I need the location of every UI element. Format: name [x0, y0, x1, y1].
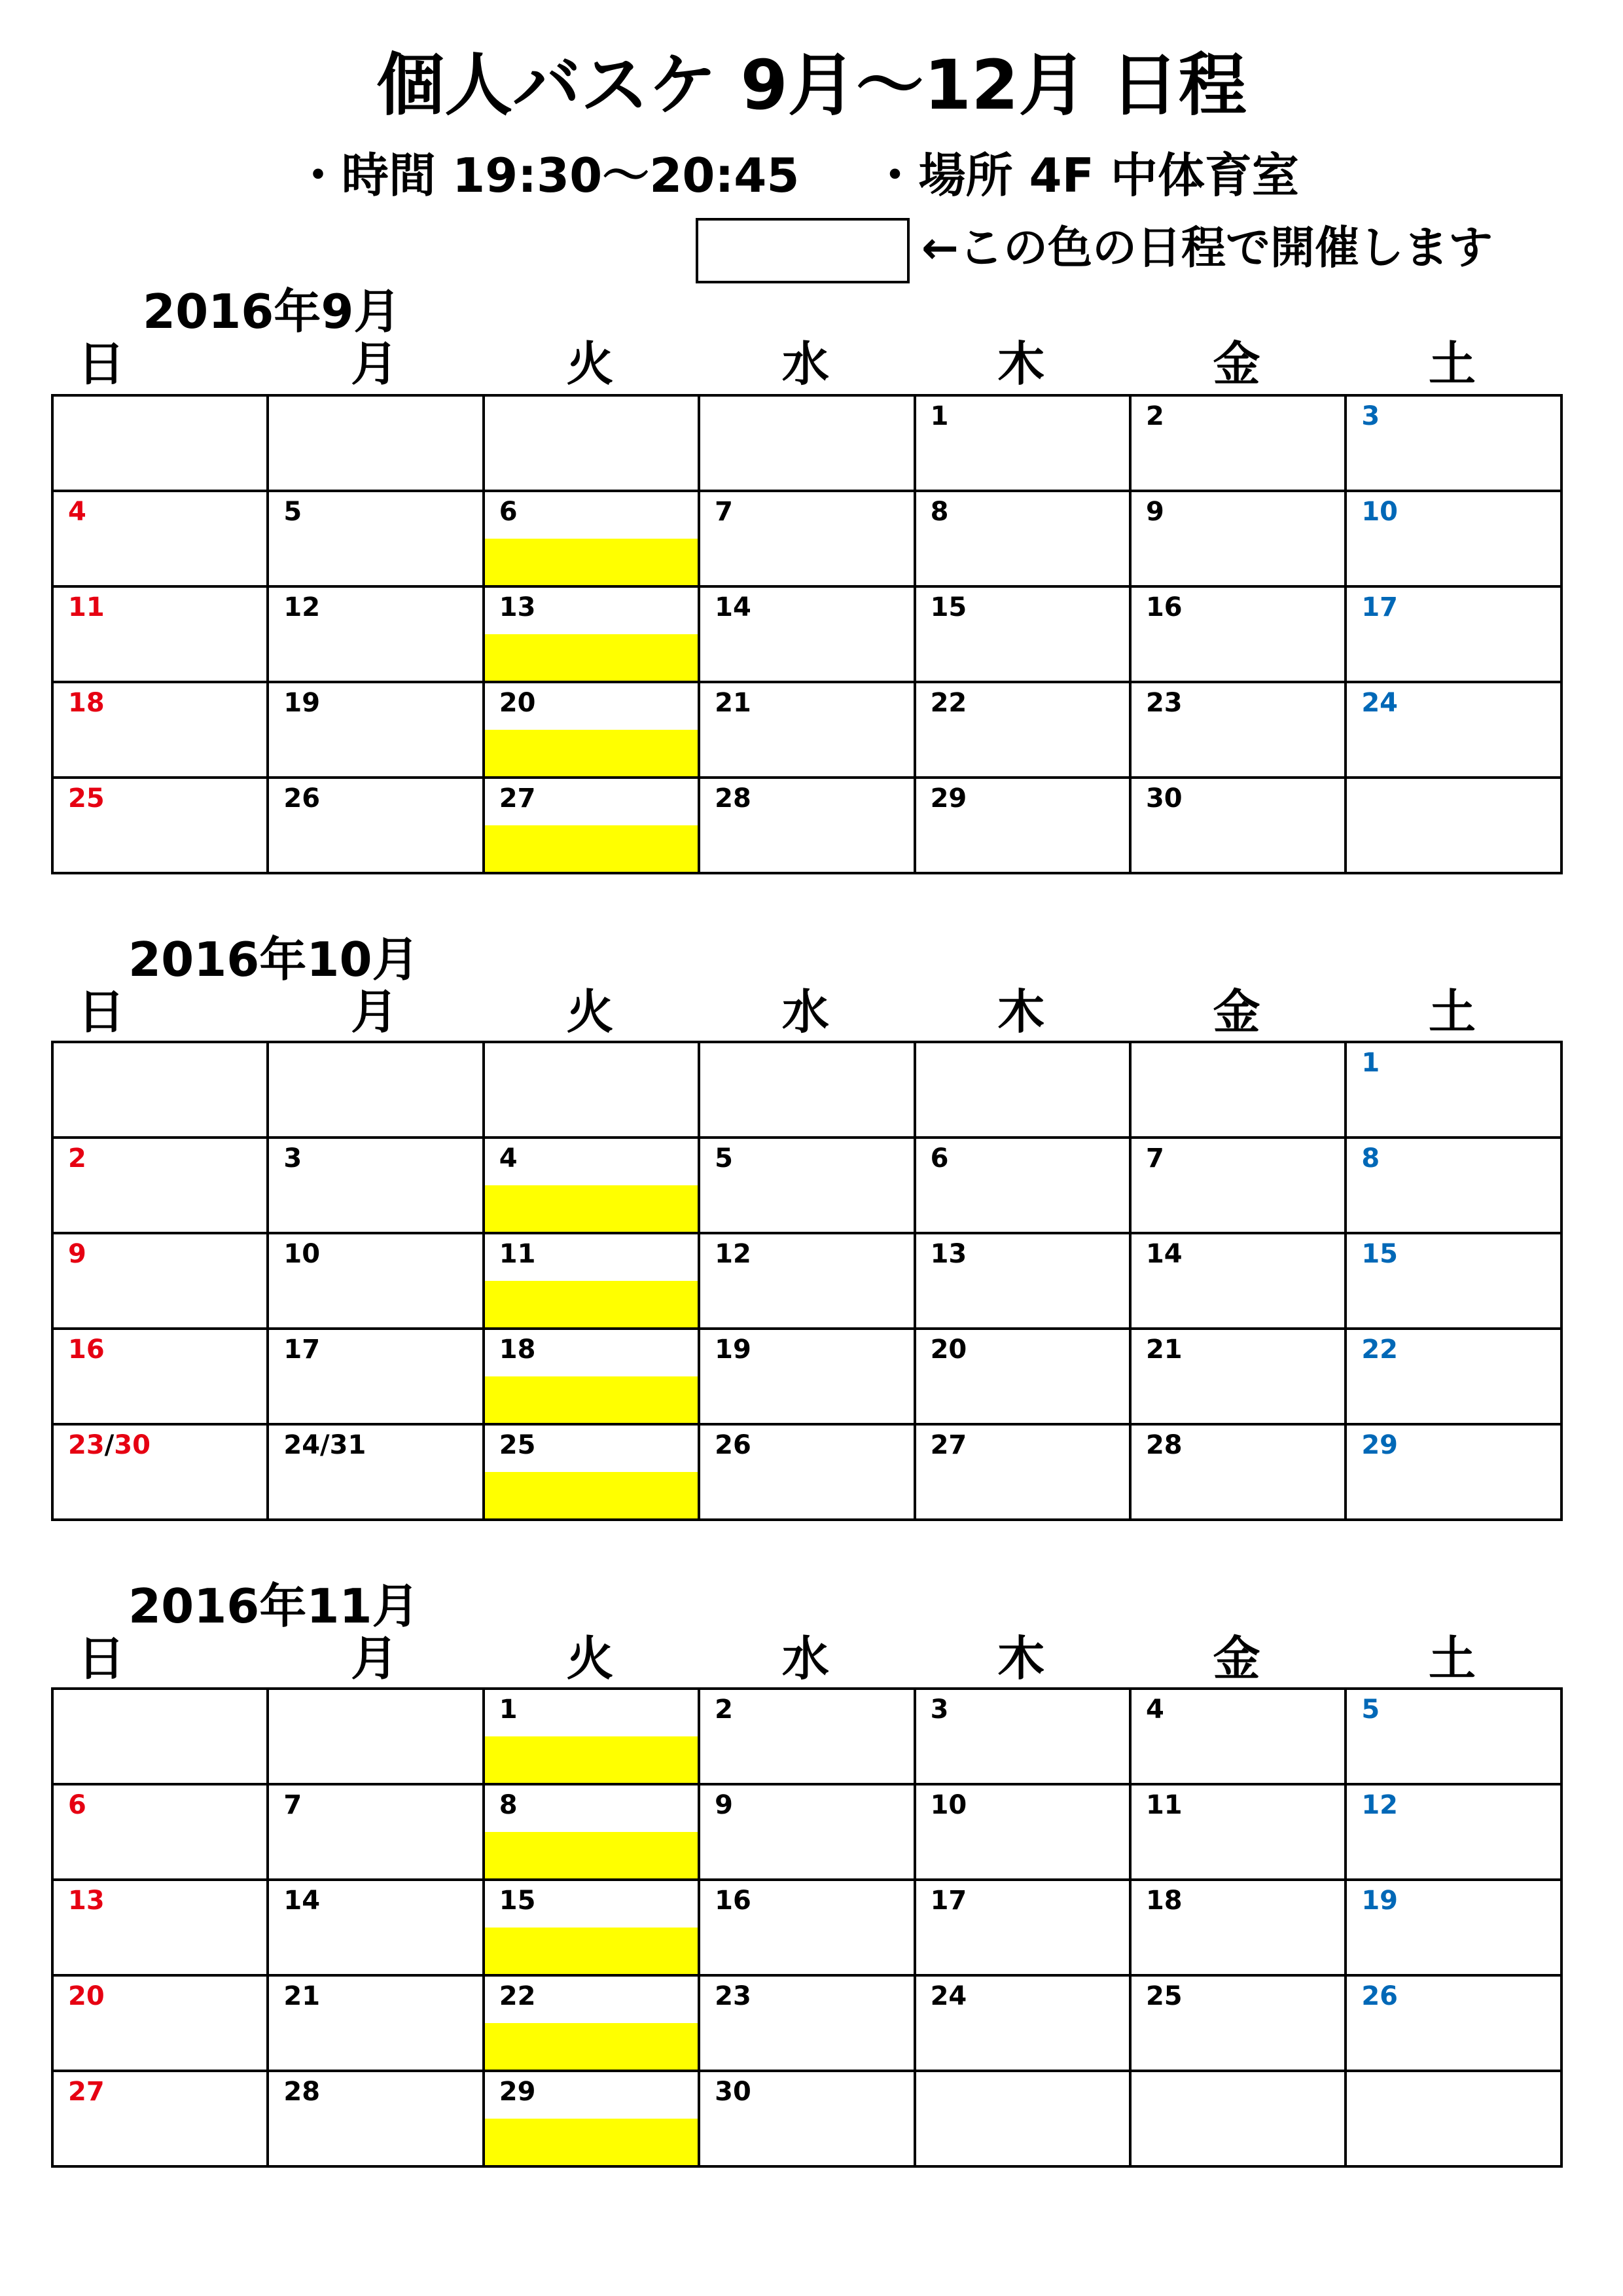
- day-number: 24/31: [283, 1430, 366, 1460]
- weekday-label: 火: [566, 336, 614, 391]
- day-number: 15: [930, 592, 967, 622]
- month-title: 2016年10月: [128, 932, 419, 987]
- weekday-label: 火: [566, 984, 614, 1039]
- day-cell: [484, 1042, 699, 1138]
- day-number: 26: [283, 783, 321, 814]
- day-cell: [484, 395, 699, 491]
- weekday-label: 日: [77, 984, 125, 1039]
- day-cell: [52, 1784, 268, 1880]
- day-number: 11: [499, 1239, 536, 1269]
- day-cell: [1130, 1424, 1346, 1520]
- calendar-grid: [51, 1041, 1563, 1521]
- page-title: 個人バスケ 9月～12月 日程: [376, 45, 1247, 125]
- weekday-header: [51, 336, 1560, 393]
- day-cell: [52, 778, 268, 873]
- day-number: 3: [930, 1695, 949, 1725]
- day-cell: [1130, 395, 1346, 491]
- day-number: 7: [283, 1790, 302, 1820]
- day-number: 14: [1145, 1239, 1183, 1269]
- weekday-label: 水: [781, 336, 829, 391]
- event-highlight: [485, 730, 698, 776]
- day-cell: [699, 491, 914, 586]
- place-info: ・場所 4F 中体育室: [871, 148, 1299, 203]
- day-number: 29: [499, 2077, 536, 2107]
- day-cell: [52, 1042, 268, 1138]
- month-title: 2016年11月: [128, 1579, 419, 1634]
- day-number: 28: [715, 783, 751, 814]
- day-number: 8: [930, 497, 949, 527]
- day-cell: [52, 1329, 268, 1424]
- day-number: 10: [283, 1239, 321, 1269]
- event-info: [294, 148, 1299, 203]
- day-number: 22: [499, 1981, 536, 2011]
- day-cell: [699, 778, 914, 873]
- day-cell: [1130, 1880, 1346, 1975]
- day-cell: [699, 1784, 914, 1880]
- day-cell: [268, 1689, 483, 1784]
- weekday-header: [51, 984, 1560, 1041]
- day-cell: [699, 586, 914, 682]
- day-cell: [699, 1880, 914, 1975]
- day-number: 23/30: [68, 1430, 151, 1460]
- day-number: 2: [68, 1143, 86, 1174]
- day-number: 25: [499, 1430, 536, 1460]
- day-number: 2: [1145, 401, 1164, 431]
- day-number: 9: [68, 1239, 86, 1269]
- time-info: ・時間 19:30～20:45: [294, 148, 800, 203]
- day-cell: [52, 1138, 268, 1233]
- day-cell: [915, 1975, 1130, 2071]
- day-number: 16: [715, 1886, 751, 1916]
- day-cell: [1130, 1042, 1346, 1138]
- day-cell: [268, 1784, 483, 1880]
- day-number: 26: [715, 1430, 751, 1460]
- day-cell: [52, 1233, 268, 1329]
- day-number: 2: [715, 1695, 734, 1725]
- day-number: 5: [715, 1143, 734, 1174]
- weekday-label: 月: [351, 336, 399, 391]
- day-cell: [1346, 1784, 1561, 1880]
- day-cell: [1130, 586, 1346, 682]
- day-number: 12: [1361, 1790, 1399, 1820]
- week-row: [52, 1689, 1561, 1784]
- day-cell: [699, 1689, 914, 1784]
- day-cell: [699, 1975, 914, 2071]
- event-highlight: [485, 1472, 698, 1518]
- day-number: 13: [68, 1886, 105, 1916]
- day-cell: [915, 1042, 1130, 1138]
- day-cell: [915, 395, 1130, 491]
- day-cell: [484, 1138, 699, 1233]
- day-cell: [699, 1042, 914, 1138]
- day-cell: [699, 1424, 914, 1520]
- day-number: 21: [283, 1981, 321, 2011]
- day-number: 30: [715, 2077, 751, 2107]
- day-cell: [915, 1138, 1130, 1233]
- day-number: 17: [283, 1335, 321, 1365]
- event-highlight: [485, 1376, 698, 1423]
- day-number: 29: [930, 783, 967, 814]
- day-number: 4: [499, 1143, 518, 1174]
- day-number: 24: [1361, 688, 1399, 718]
- day-cell: [52, 1424, 268, 1520]
- day-cell: [1130, 2071, 1346, 2166]
- day-cell: [52, 1689, 268, 1784]
- day-number: 23: [715, 1981, 751, 2011]
- day-cell: [1346, 682, 1561, 778]
- event-highlight: [485, 1185, 698, 1232]
- day-cell: [915, 1880, 1130, 1975]
- day-number: 6: [68, 1790, 86, 1820]
- day-number: 3: [1361, 401, 1380, 431]
- day-number: 17: [930, 1886, 967, 1916]
- event-highlight: [485, 1928, 698, 1974]
- weekday-label: 木: [997, 1631, 1045, 1686]
- day-number: 14: [283, 1886, 321, 1916]
- day-cell: [268, 778, 483, 873]
- day-cell: [699, 682, 914, 778]
- day-cell: [1130, 1784, 1346, 1880]
- day-number: 7: [715, 497, 734, 527]
- day-number: 3: [283, 1143, 302, 1174]
- day-cell: [915, 491, 1130, 586]
- day-cell: [268, 1880, 483, 1975]
- weekday-label: 水: [781, 984, 829, 1039]
- day-number: 5: [283, 497, 302, 527]
- weekday-label: 木: [997, 984, 1045, 1039]
- day-number: 13: [930, 1239, 967, 1269]
- day-cell: [52, 491, 268, 586]
- day-number: 28: [1145, 1430, 1183, 1460]
- day-number: 27: [930, 1430, 967, 1460]
- day-number: 26: [1361, 1981, 1399, 2011]
- day-number: 22: [930, 688, 967, 718]
- day-cell: [52, 1975, 268, 2071]
- day-cell: [915, 1233, 1130, 1329]
- day-number: 13: [499, 592, 536, 622]
- event-highlight: [485, 1281, 698, 1327]
- day-number: 27: [68, 2077, 105, 2107]
- day-number: 29: [1361, 1430, 1399, 1460]
- week-row: [52, 1138, 1561, 1233]
- day-number: 22: [1361, 1335, 1399, 1365]
- day-number: 12: [715, 1239, 751, 1269]
- day-cell: [484, 682, 699, 778]
- day-cell: [1346, 395, 1561, 491]
- week-row: [52, 1233, 1561, 1329]
- event-highlight: [485, 634, 698, 681]
- day-cell: [484, 1784, 699, 1880]
- day-cell: [699, 395, 914, 491]
- day-number: 6: [499, 497, 518, 527]
- day-cell: [268, 586, 483, 682]
- weekday-header: [51, 1631, 1560, 1687]
- day-number: 20: [499, 688, 536, 718]
- day-cell: [915, 2071, 1130, 2166]
- legend-text: ←この色の日程で開催します: [921, 223, 1493, 274]
- day-number: 23: [1145, 688, 1183, 718]
- day-number: 1: [930, 401, 949, 431]
- day-number: 25: [1145, 1981, 1183, 2011]
- event-highlight: [485, 2023, 698, 2070]
- week-row: [52, 1042, 1561, 1138]
- day-cell: [268, 1042, 483, 1138]
- day-cell: [484, 778, 699, 873]
- day-number: 7: [1145, 1143, 1164, 1174]
- day-number: 8: [499, 1790, 518, 1820]
- week-row: [52, 491, 1561, 586]
- day-number: 21: [1145, 1335, 1183, 1365]
- day-cell: [1346, 1975, 1561, 2071]
- day-number: 24: [930, 1981, 967, 2011]
- day-number: 21: [715, 688, 751, 718]
- weekday-label: 月: [351, 1631, 399, 1686]
- day-number: 18: [1145, 1886, 1183, 1916]
- day-cell: [1346, 1424, 1561, 1520]
- day-cell: [52, 2071, 268, 2166]
- weekday-label: 金: [1213, 984, 1260, 1039]
- day-cell: [915, 682, 1130, 778]
- day-number: 10: [1361, 497, 1399, 527]
- day-cell: [1130, 491, 1346, 586]
- calendar-grid: [51, 1687, 1563, 2168]
- day-number: 9: [715, 1790, 734, 1820]
- day-cell: [1130, 1689, 1346, 1784]
- day-number: 8: [1361, 1143, 1380, 1174]
- day-cell: [484, 2071, 699, 2166]
- day-cell: [1130, 1329, 1346, 1424]
- day-cell: [52, 1880, 268, 1975]
- week-row: [52, 1880, 1561, 1975]
- week-row: [52, 2071, 1561, 2166]
- week-row: [52, 778, 1561, 873]
- weekday-label: 日: [77, 336, 125, 391]
- weekday-label: 土: [1429, 1631, 1476, 1686]
- day-cell: [484, 1880, 699, 1975]
- day-cell: [1346, 1138, 1561, 1233]
- day-number: 15: [1361, 1239, 1399, 1269]
- day-cell: [915, 586, 1130, 682]
- day-number: 19: [1361, 1886, 1399, 1916]
- day-cell: [1346, 1233, 1561, 1329]
- week-row: [52, 1784, 1561, 1880]
- day-cell: [1130, 1975, 1346, 2071]
- event-highlight: [485, 539, 698, 585]
- day-cell: [268, 1975, 483, 2071]
- day-cell: [1346, 2071, 1561, 2166]
- day-cell: [484, 586, 699, 682]
- day-number: 5: [1361, 1695, 1380, 1725]
- day-cell: [52, 682, 268, 778]
- day-number: 17: [1361, 592, 1399, 622]
- event-highlight: [485, 2119, 698, 2165]
- day-number: 20: [68, 1981, 105, 2011]
- day-cell: [1130, 682, 1346, 778]
- day-cell: [268, 2071, 483, 2166]
- day-number: 18: [68, 688, 105, 718]
- day-cell: [1346, 1880, 1561, 1975]
- day-cell: [484, 491, 699, 586]
- day-cell: [268, 491, 483, 586]
- day-cell: [915, 1329, 1130, 1424]
- day-cell: [268, 1233, 483, 1329]
- weekday-label: 木: [997, 336, 1045, 391]
- weekday-label: 土: [1429, 984, 1476, 1039]
- weekday-label: 金: [1213, 1631, 1260, 1686]
- day-cell: [484, 1233, 699, 1329]
- day-cell: [484, 1424, 699, 1520]
- legend-swatch: [696, 218, 910, 283]
- day-cell: [1346, 1042, 1561, 1138]
- day-cell: [268, 1424, 483, 1520]
- day-cell: [699, 1329, 914, 1424]
- day-number: 6: [930, 1143, 949, 1174]
- day-number: 16: [1145, 592, 1183, 622]
- day-cell: [268, 1138, 483, 1233]
- day-cell: [1346, 778, 1561, 873]
- calendar-grid: [51, 394, 1563, 874]
- day-cell: [915, 1689, 1130, 1784]
- day-number: 20: [930, 1335, 967, 1365]
- day-cell: [484, 1689, 699, 1784]
- week-row: [52, 395, 1561, 491]
- day-cell: [268, 395, 483, 491]
- day-cell: [1346, 1689, 1561, 1784]
- day-number: 11: [68, 592, 105, 622]
- day-cell: [1130, 778, 1346, 873]
- day-number: 1: [1361, 1048, 1380, 1078]
- day-number: 28: [283, 2077, 321, 2107]
- week-row: [52, 682, 1561, 778]
- day-number: 18: [499, 1335, 536, 1365]
- day-cell: [915, 1424, 1130, 1520]
- weekday-label: 日: [77, 1631, 125, 1686]
- weekday-label: 金: [1213, 336, 1260, 391]
- day-cell: [268, 1329, 483, 1424]
- day-number: 30: [1145, 783, 1183, 814]
- day-number: 14: [715, 592, 751, 622]
- day-cell: [699, 2071, 914, 2166]
- day-number: 27: [499, 783, 536, 814]
- day-cell: [52, 395, 268, 491]
- day-number: 9: [1145, 497, 1164, 527]
- month-title: 2016年9月: [143, 284, 401, 339]
- day-number: 4: [1145, 1695, 1164, 1725]
- day-number: 19: [715, 1335, 751, 1365]
- weekday-label: 水: [781, 1631, 829, 1686]
- event-highlight: [485, 1736, 698, 1783]
- week-row: [52, 586, 1561, 682]
- day-cell: [1130, 1233, 1346, 1329]
- day-cell: [699, 1138, 914, 1233]
- day-cell: [1346, 491, 1561, 586]
- day-number: 16: [68, 1335, 105, 1365]
- day-cell: [268, 682, 483, 778]
- day-number: 25: [68, 783, 105, 814]
- day-cell: [52, 586, 268, 682]
- day-cell: [1346, 1329, 1561, 1424]
- day-cell: [915, 1784, 1130, 1880]
- week-row: [52, 1424, 1561, 1520]
- day-cell: [1346, 586, 1561, 682]
- week-row: [52, 1975, 1561, 2071]
- day-number: 10: [930, 1790, 967, 1820]
- weekday-label: 土: [1429, 336, 1476, 391]
- day-number: 11: [1145, 1790, 1183, 1820]
- event-highlight: [485, 1832, 698, 1878]
- day-number: 4: [68, 497, 86, 527]
- weekday-label: 火: [566, 1631, 614, 1686]
- day-cell: [1130, 1138, 1346, 1233]
- day-number: 19: [283, 688, 321, 718]
- day-number: 12: [283, 592, 321, 622]
- week-row: [52, 1329, 1561, 1424]
- day-number: 15: [499, 1886, 536, 1916]
- day-cell: [484, 1975, 699, 2071]
- weekday-label: 月: [351, 984, 399, 1039]
- day-cell: [699, 1233, 914, 1329]
- day-number: 1: [499, 1695, 518, 1725]
- event-highlight: [485, 825, 698, 872]
- day-cell: [484, 1329, 699, 1424]
- day-cell: [915, 778, 1130, 873]
